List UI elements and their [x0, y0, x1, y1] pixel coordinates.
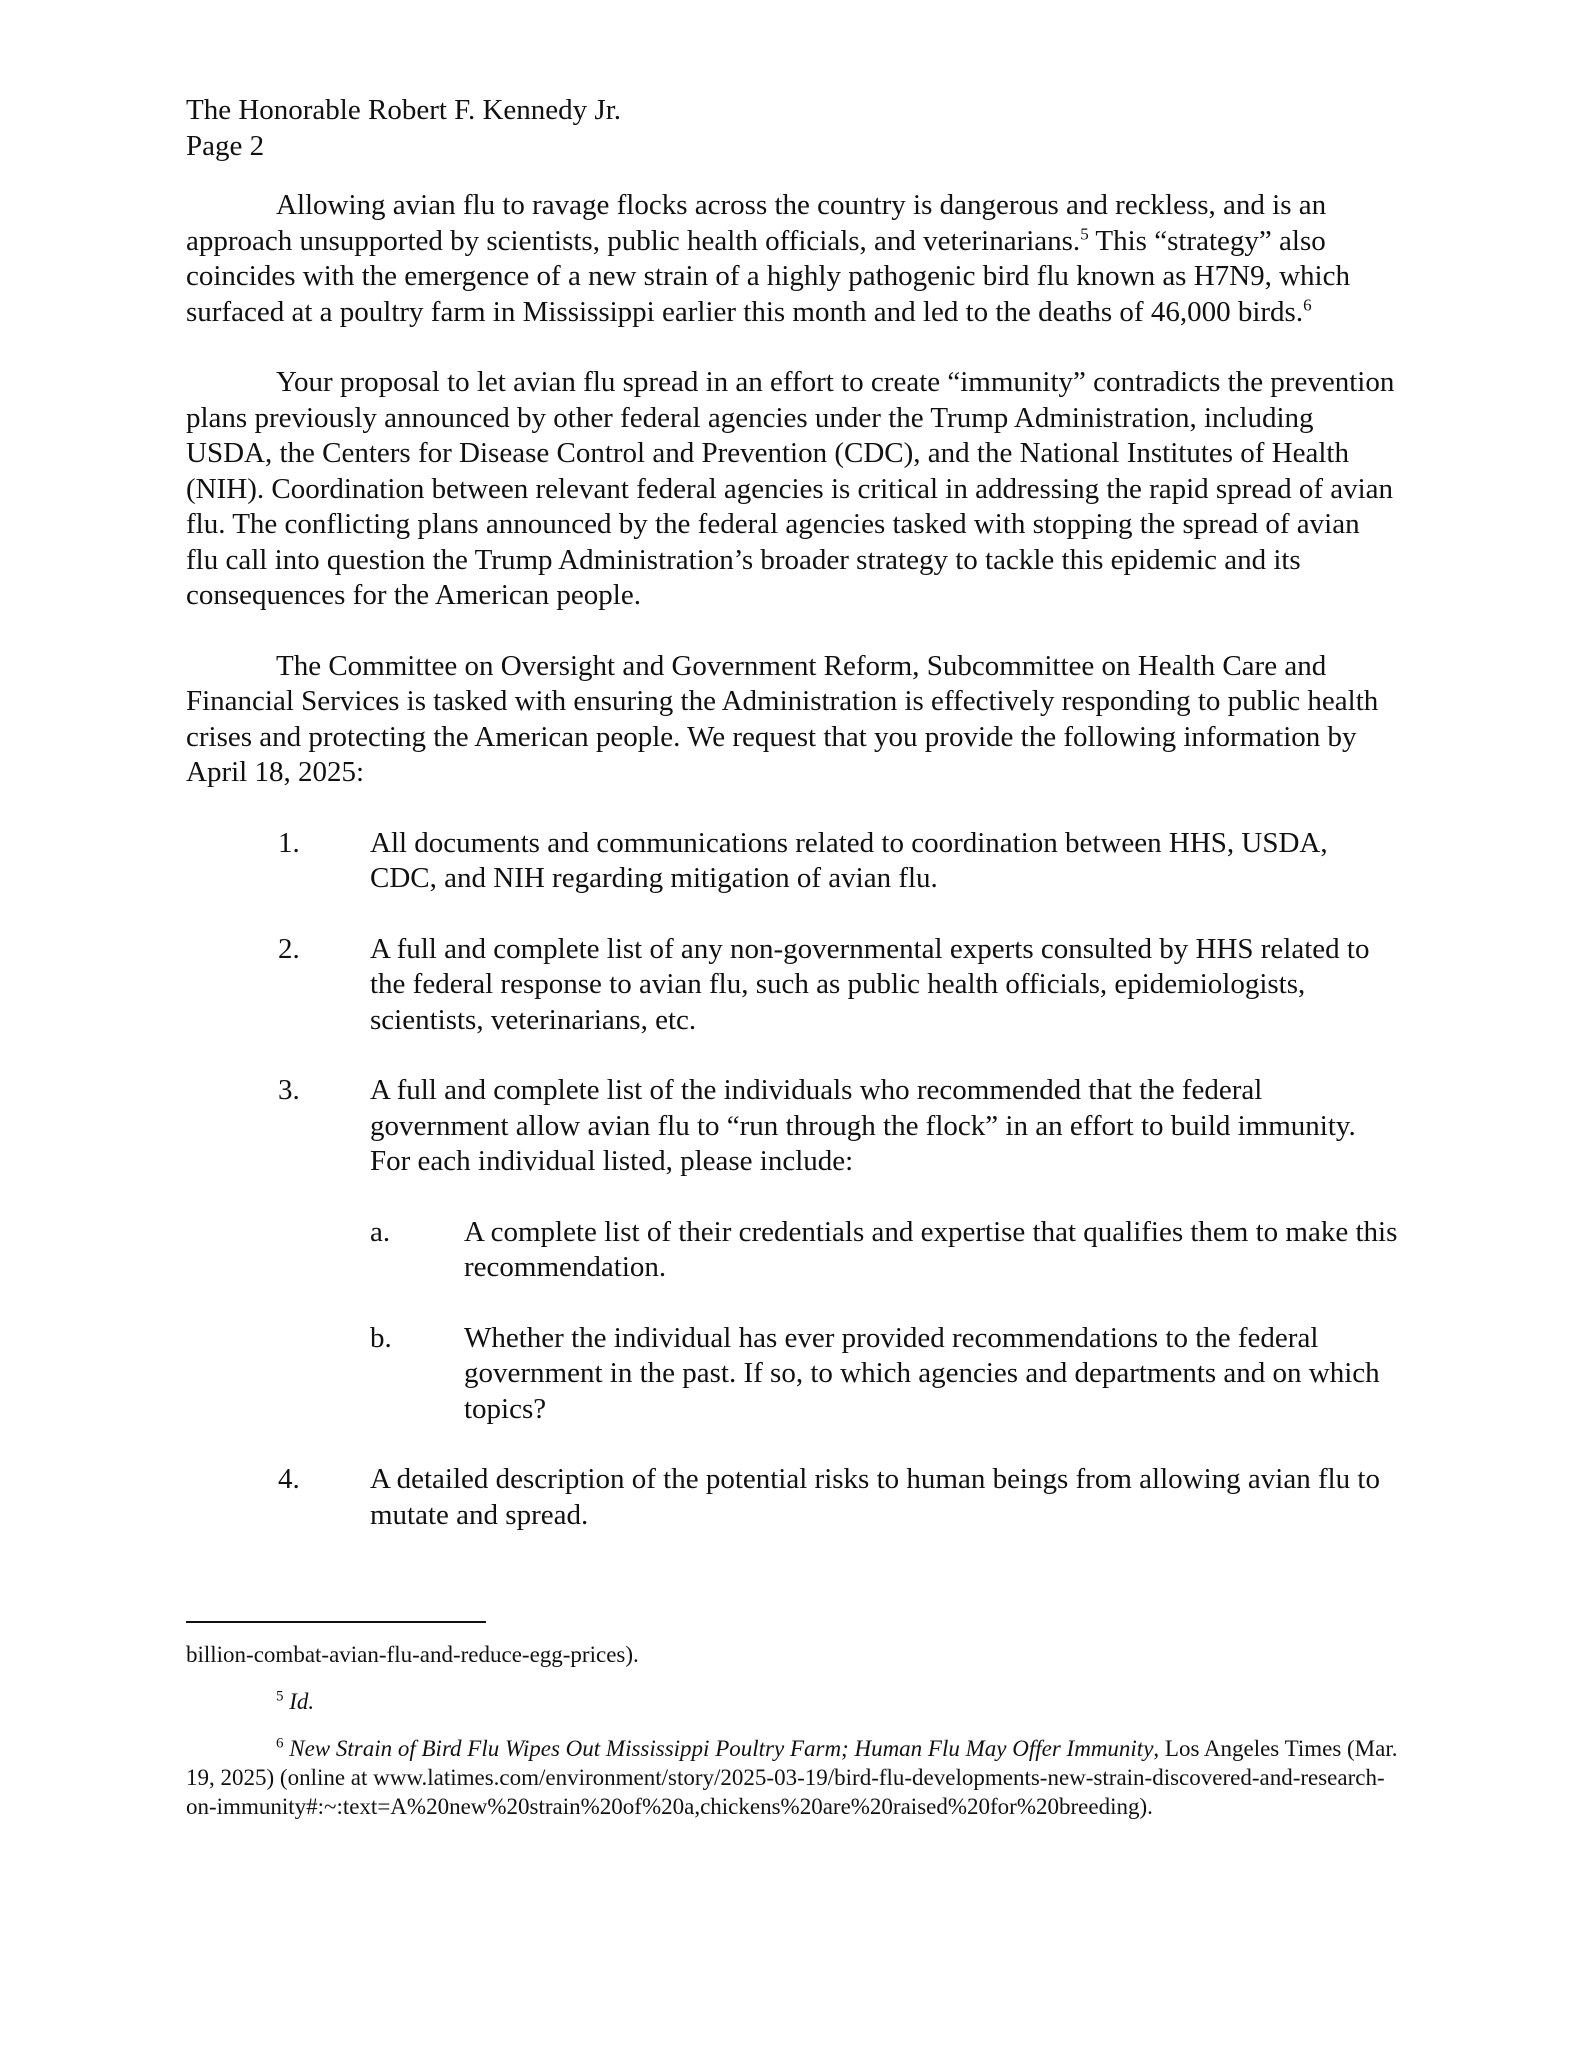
- letter-body: [186, 188, 1398, 1568]
- list-item: [186, 1462, 1398, 1533]
- paragraph-1: Allowing avian flu to ravage flocks across the country is dangerous and reckless, and is an approach unsupported by scientists, public health officials, and veterinarians.$^5$ This “strategy” also coincides with the emergence of a new strain of a highly pathogenic bird flu known as H7N9, which surfaced at a poultry farm in Mississippi earlier this month and led to the deaths of 46,000 birds.$^6$: [186, 189, 1350, 328]
- paragraph-3: The Committee on Oversight and Government Reform, Subcommittee on Health Care and Financial Services is tasked with ensuring the Administration is effectively responding to public health crises and protecting the American people. We request that you provide the following information by April 18, 2025:: [186, 649, 1379, 788]
- paragraph-2: Your proposal to let avian flu spread in an effort to create “immunity” contradicts the prevention plans previously announced by other federal agencies under the Trump Administration, including USDA, the Centers for Disease Control and Prevention (CDC), and the National Institutes of Health (NIH). Coordination between relevant federal agencies is critical in addressing the rapid spread of avian flu. The conflicting plans announced by the federal agencies tasked with stopping the spread of avian flu call into question the Trump Administration’s broader strategy to tackle this epidemic and its consequences for the American people.: [186, 366, 1395, 611]
- request-list: [186, 826, 1398, 1534]
- list-item-text: A detailed description of the potential risks to human beings from allowing avian flu to mutate and spread.: [370, 1463, 1380, 1531]
- footnote-continued: billion-combat-avian-flu-and-reduce-egg-prices).: [186, 1642, 639, 1667]
- sub-item-text: Whether the individual has ever provided recommendations to the federal government in the past. If so, to which agencies and departments and on which topics?: [464, 1321, 1380, 1425]
- sub-item-text: A complete list of their credentials and expertise that qualifies them to make this recommendation.: [464, 1215, 1398, 1283]
- footnote-ref-5: 5: [1080, 223, 1089, 243]
- list-item-number: 4.: [278, 1463, 300, 1495]
- sub-item: [186, 1321, 1398, 1428]
- footnote-text: Id.: [289, 1689, 315, 1714]
- footnote-number: 5: [276, 1688, 284, 1705]
- list-item-number: 1.: [278, 826, 300, 859]
- footnote-ref-6: 6: [1303, 294, 1312, 314]
- list-item-text: A full and complete list of any non-governmental experts consulted by HHS related to the federal response to avian flu, such as public health officials, epidemiologists, scientists, veterinarians, etc.: [370, 932, 1370, 1036]
- list-item-text: All documents and communications related to coordination between HHS, USDA, CDC, and NIH regarding mitigation of avian flu.: [370, 826, 1328, 894]
- page-number: Page 2: [186, 130, 265, 162]
- footnotes: [186, 1640, 1398, 1839]
- letter-header: [186, 92, 621, 164]
- list-item-number: 3.: [278, 1074, 300, 1106]
- list-item-text: A full and complete list of the individuals who recommended that the federal government allow avian flu to “run through the flock” in an effort to build immunity. For each individual listed, please include:: [370, 1074, 1356, 1177]
- list-item: [186, 826, 1398, 897]
- list-item: [186, 1073, 1398, 1180]
- footnote-citation: , Los Angeles Times (Mar. 19, 2025) (online at www.latimes.com/environment/story/2025-03-19/bird-flu-developments-new-strain-discovered-and-research-on-immunity#:~:text=A%20new%20strain%20of%20a,chickens%20are%20raised%20for%20breeding).: [186, 1736, 1398, 1819]
- footnote-6: [186, 1734, 1398, 1821]
- sub-item-letter: a.: [370, 1215, 391, 1248]
- footnote-number: 6: [276, 1735, 284, 1752]
- footnote-article-title: New Strain of Bird Flu Wipes Out Mississippi Poultry Farm; Human Flu May Offer Immunity: [289, 1736, 1154, 1761]
- list-item: [186, 932, 1398, 1039]
- sub-item: [186, 1215, 1398, 1286]
- list-item-number: 2.: [278, 932, 300, 965]
- recipient-line: The Honorable Robert F. Kennedy Jr.: [186, 94, 621, 126]
- footnote-divider: [186, 1621, 486, 1623]
- footnote-5: [186, 1687, 1398, 1716]
- sub-item-letter: b.: [370, 1321, 392, 1354]
